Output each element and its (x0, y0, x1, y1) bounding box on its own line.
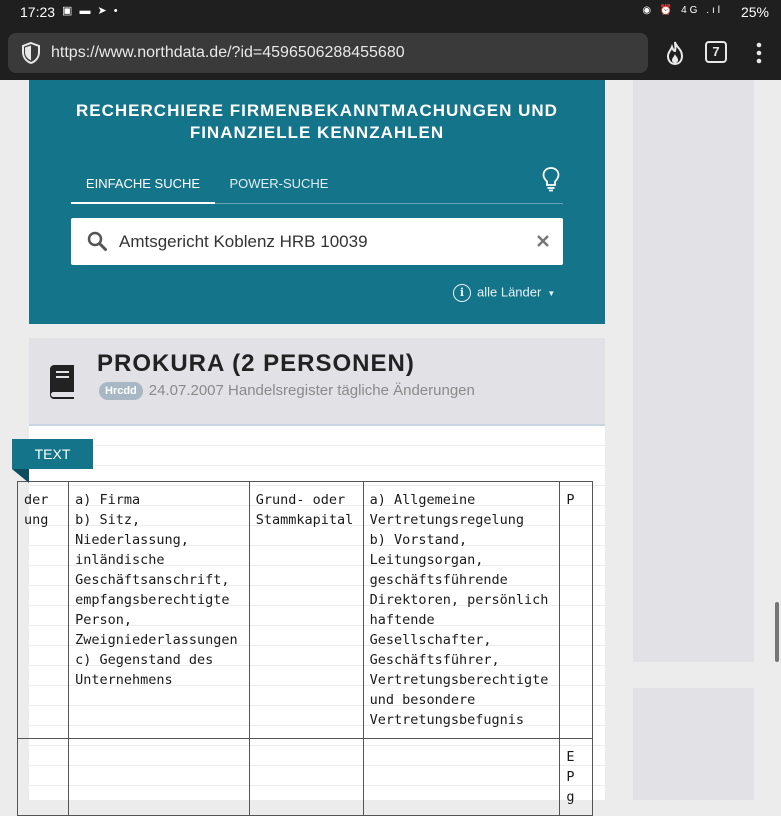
shield-icon[interactable] (20, 41, 42, 65)
lightbulb-icon[interactable] (541, 166, 561, 192)
text-section-label: TEXT (12, 439, 93, 469)
sidebar-panel (633, 688, 754, 800)
table-cell (363, 739, 560, 816)
table-row (18, 739, 593, 816)
announcement-date-source: 24.07.2007 Handelsregister tägliche Änderungen (148, 382, 475, 399)
table-cell (69, 739, 250, 816)
search-icon (87, 231, 107, 251)
system-status-icons: ◉ ⏰ 4G .ıl (642, 5, 723, 16)
status-bar (0, 0, 781, 26)
scrollbar-thumb[interactable] (775, 602, 779, 662)
search-box (71, 218, 563, 265)
battery-level: 25% (740, 4, 769, 20)
clear-icon[interactable] (535, 233, 551, 249)
tab-power-search[interactable]: POWER-SUCHE (229, 176, 329, 191)
document-text (24, 424, 605, 805)
tabs-divider (71, 203, 563, 204)
search-input[interactable] (119, 218, 519, 265)
announcement-header (29, 338, 605, 424)
tabs-count-button[interactable]: 7 (705, 41, 727, 63)
tab-simple-search[interactable]: EINFACHE SUCHE (71, 174, 215, 204)
table-cell: E P g (560, 739, 593, 816)
hero-title-line: RECHERCHIERE FIRMENBEKANNTMACHUNGEN UND (76, 101, 558, 120)
table-row (18, 482, 593, 739)
address-bar[interactable] (8, 33, 648, 73)
country-filter-label: alle Länder (477, 284, 542, 300)
source-badge[interactable]: Hrcdd (99, 382, 143, 400)
info-icon[interactable]: i (453, 284, 471, 302)
search-hero (29, 80, 605, 324)
more-menu-icon[interactable] (752, 40, 766, 66)
sidebar-panel (633, 80, 754, 662)
caret-down-icon: ▼ (547, 288, 556, 298)
table-cell: P (560, 482, 593, 739)
notification-icons: ▣ ▬ ➤ • (62, 5, 120, 17)
table-cell: a) Firma b) Sitz, Niederlassung, inländische Geschäftsanschrift, empfangsberechtigte Person, Zweigniederlassungen c) Gegenstand des Unternehmens (69, 482, 250, 739)
hero-title-line: FINANZIELLE KENNZAHLEN (189, 123, 445, 142)
table-cell: der ung (18, 482, 69, 739)
hero-title (29, 100, 605, 144)
table-cell (249, 739, 363, 816)
book-icon (47, 364, 77, 400)
table-cell: Grund- oder Stammkapital (249, 482, 363, 739)
status-time: 17:23 (20, 4, 56, 20)
url-text[interactable]: https://www.northdata.de/?id=4596506288455680 (51, 44, 405, 61)
table-cell (18, 739, 69, 816)
flame-icon[interactable] (664, 40, 686, 66)
label-fold (12, 469, 29, 483)
announcement-title: PROKURA (2 PERSONEN) (97, 350, 415, 377)
announcement-meta (99, 382, 475, 400)
country-filter[interactable] (453, 284, 555, 302)
browser-toolbar (0, 26, 781, 80)
table-cell: a) Allgemeine Vertretungsregelung b) Vorstand, Leitungsorgan, geschäftsführende Direktoren, persönlich haftende Gesellschafter, Geschäftsführer, Vertretungsberechtigte und besondere Vertretungsbefugnis (363, 482, 560, 739)
register-table (17, 481, 593, 816)
